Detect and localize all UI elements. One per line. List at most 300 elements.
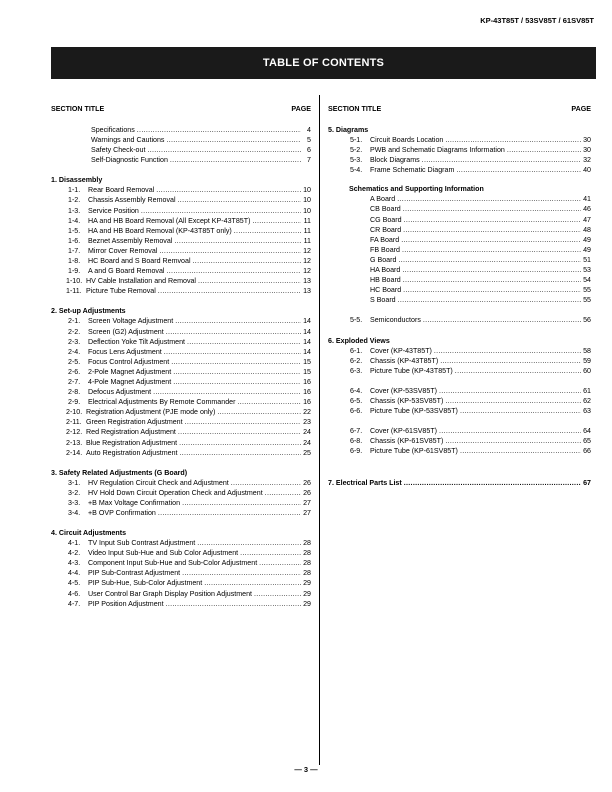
entry-page: 11 bbox=[303, 216, 311, 225]
entry-page: 40 bbox=[583, 166, 591, 175]
entry-page: 16 bbox=[303, 377, 311, 386]
column-divider bbox=[319, 95, 320, 765]
entry-number: 1-1. bbox=[68, 186, 81, 195]
entry-label: TV Input Sub Contrast Adjustment bbox=[88, 539, 196, 548]
entry-number: 1-10. bbox=[66, 277, 83, 286]
section-1-list bbox=[51, 185, 311, 296]
dot-leader bbox=[174, 236, 301, 246]
toc-entry[interactable] bbox=[51, 236, 311, 246]
toc-entry[interactable] bbox=[51, 377, 311, 387]
entry-number: 2-14. bbox=[66, 448, 83, 457]
dot-leader bbox=[254, 589, 301, 599]
dot-leader bbox=[198, 276, 301, 286]
dot-leader bbox=[440, 356, 581, 366]
entry-page: 14 bbox=[303, 347, 311, 356]
entry-number: 2-5. bbox=[68, 357, 81, 366]
entry-page: 26 bbox=[303, 488, 311, 497]
dot-leader bbox=[398, 255, 581, 265]
toc-entry[interactable] bbox=[328, 235, 591, 245]
entry-number: 6-7. bbox=[350, 427, 363, 436]
toc-entry[interactable] bbox=[328, 406, 591, 416]
entry-page: 49 bbox=[583, 245, 591, 254]
dot-leader bbox=[402, 245, 581, 255]
entry-label: FA Board bbox=[370, 235, 400, 244]
toc-entry[interactable] bbox=[51, 387, 311, 397]
entry-page: 16 bbox=[303, 398, 311, 407]
boards-list bbox=[328, 194, 591, 305]
dot-leader bbox=[185, 417, 301, 427]
toc-entry[interactable] bbox=[328, 396, 591, 406]
dot-leader bbox=[158, 286, 301, 296]
dot-leader bbox=[252, 216, 301, 226]
page-heading: PAGE bbox=[291, 105, 311, 113]
dot-leader bbox=[265, 488, 301, 498]
entry-number: 1-8. bbox=[68, 257, 81, 266]
dot-leader bbox=[217, 407, 301, 417]
toc-entry[interactable] bbox=[51, 266, 311, 276]
toc-entry[interactable] bbox=[51, 417, 311, 427]
dot-leader bbox=[237, 397, 301, 407]
dot-leader bbox=[455, 366, 581, 376]
entry-number: 2-6. bbox=[68, 367, 81, 376]
entry-number: 6-6. bbox=[350, 406, 363, 415]
toc-entry[interactable] bbox=[328, 386, 591, 396]
entry-label: Deflection Yoke Tilt Adjustment bbox=[88, 337, 186, 346]
entry-label: CR Board bbox=[370, 225, 402, 234]
dot-leader bbox=[460, 446, 581, 456]
entry-label: Picture Tube (KP-53SV85T) bbox=[370, 406, 458, 415]
toc-entry[interactable] bbox=[328, 446, 591, 456]
entry-label: Focus Lens Adjustment bbox=[88, 347, 162, 356]
entry-page: 29 bbox=[303, 579, 311, 588]
toc-entry[interactable] bbox=[328, 245, 591, 255]
dot-leader bbox=[197, 538, 301, 548]
toc-entry[interactable] bbox=[51, 206, 311, 216]
toc-entry[interactable] bbox=[51, 367, 311, 377]
toc-entry[interactable] bbox=[51, 276, 311, 286]
dot-leader bbox=[156, 185, 301, 195]
entry-label: Service Position bbox=[88, 206, 139, 215]
dot-leader bbox=[404, 478, 581, 488]
toc-entry[interactable] bbox=[51, 448, 311, 458]
entry-number: 6-5. bbox=[350, 396, 363, 405]
toc-entry[interactable] bbox=[328, 155, 591, 165]
entry-page: 54 bbox=[583, 276, 591, 285]
toc-entry[interactable] bbox=[328, 215, 591, 225]
entry-number: 2-4. bbox=[68, 347, 81, 356]
entry-page: 5 bbox=[307, 136, 311, 145]
entry-page: 29 bbox=[303, 589, 311, 598]
dot-leader bbox=[182, 568, 301, 578]
toc-entry[interactable] bbox=[328, 135, 591, 145]
entry-page: 10 bbox=[303, 196, 311, 205]
dot-leader bbox=[179, 448, 301, 458]
entry-number: 3-2. bbox=[68, 488, 81, 497]
entry-page: 23 bbox=[303, 418, 311, 427]
entry-label: Cover (KP-61SV85T) bbox=[370, 427, 438, 436]
entry-label: 4-Pole Magnet Adjustment bbox=[88, 377, 172, 386]
entry-page: 24 bbox=[303, 438, 311, 447]
entry-page: 46 bbox=[583, 205, 591, 214]
entry-number: 5-1. bbox=[350, 136, 363, 144]
entry-page: 6 bbox=[307, 146, 311, 155]
toc-entry[interactable] bbox=[328, 356, 591, 366]
toc-entry[interactable] bbox=[51, 407, 311, 417]
toc-entry[interactable] bbox=[51, 337, 311, 347]
entry-number: 4-6. bbox=[68, 589, 81, 598]
entry-number: 2-13. bbox=[66, 438, 83, 447]
entry-number: 1-6. bbox=[68, 236, 81, 245]
entry-label: A and G Board Removal bbox=[88, 267, 165, 276]
entry-label: +B OVP Confirmation bbox=[88, 509, 156, 517]
entry-page: 7 bbox=[307, 156, 311, 165]
entry-page: 16 bbox=[303, 388, 311, 397]
dot-leader bbox=[173, 367, 301, 377]
entry-page: 15 bbox=[303, 357, 311, 366]
toc-entry[interactable] bbox=[51, 548, 311, 558]
dot-leader bbox=[403, 225, 581, 235]
dot-leader bbox=[166, 599, 301, 609]
entry-label: Chassis (KP-61SV85T) bbox=[370, 437, 444, 446]
toc-entry[interactable] bbox=[328, 255, 591, 265]
entry-number: 4-4. bbox=[68, 569, 81, 578]
dot-leader bbox=[159, 246, 301, 256]
entry-page: 15 bbox=[303, 367, 311, 376]
entry-number: 6-8. bbox=[350, 437, 363, 446]
dot-leader bbox=[178, 427, 301, 437]
entry-label: Picture Tube (KP-43T85T) bbox=[370, 366, 453, 375]
entry-number: 1-7. bbox=[68, 246, 81, 255]
entry-label: +B Max Voltage Confirmation bbox=[88, 498, 181, 507]
toc-entry[interactable] bbox=[51, 145, 311, 155]
entry-label: Block Diagrams bbox=[370, 156, 420, 165]
toc-entry[interactable] bbox=[51, 599, 311, 609]
section-5-list bbox=[328, 135, 591, 175]
entry-page: 28 bbox=[303, 569, 311, 578]
entry-number: 5-4. bbox=[350, 166, 363, 175]
toc-entry[interactable] bbox=[51, 327, 311, 337]
toc-entry[interactable] bbox=[328, 145, 591, 155]
toc-entry[interactable] bbox=[51, 216, 311, 226]
entry-page: 60 bbox=[583, 366, 591, 375]
entry-page: 53 bbox=[583, 266, 591, 275]
page-title: TABLE OF CONTENTS bbox=[51, 47, 596, 79]
toc-entry[interactable] bbox=[51, 397, 311, 407]
entry-label: HA and HB Board Removal (All Except KP-43T85T) bbox=[88, 216, 251, 225]
entry-label: HA Board bbox=[370, 266, 401, 275]
dot-leader bbox=[153, 387, 301, 397]
section-1-title: 1. Disassembly bbox=[51, 176, 103, 185]
entry-label: PIP Position Adjustment bbox=[88, 599, 164, 608]
column-header bbox=[51, 105, 311, 117]
entry-label: Circuit Boards Location bbox=[370, 136, 444, 144]
entry-number: 1-2. bbox=[68, 196, 81, 205]
dot-leader bbox=[187, 337, 301, 347]
toc-entry[interactable] bbox=[51, 316, 311, 326]
entry-page: 14 bbox=[303, 337, 311, 346]
entry-page: 58 bbox=[583, 346, 591, 355]
dot-leader bbox=[166, 135, 301, 145]
entry-label: Semiconductors bbox=[370, 316, 421, 325]
toc-entry[interactable] bbox=[51, 256, 311, 266]
toc-entry[interactable] bbox=[51, 558, 311, 568]
entry-label: Registration Adjustment (PJE mode only) bbox=[86, 408, 216, 417]
dot-leader bbox=[439, 426, 581, 436]
entry-label: Beznet Assembly Removal bbox=[88, 236, 173, 245]
model-number: KP-43T85T / 53SV85T / 61SV85T bbox=[480, 16, 594, 25]
dot-leader bbox=[445, 436, 581, 446]
section-3-list bbox=[51, 478, 311, 518]
section-4-list bbox=[51, 538, 311, 609]
dot-leader bbox=[164, 347, 301, 357]
toc-entry[interactable] bbox=[51, 578, 311, 588]
entry-label: Auto Registration Adjustment bbox=[86, 448, 178, 457]
entry-page: 48 bbox=[583, 225, 591, 234]
entry-number: 1-9. bbox=[68, 267, 81, 276]
toc-entry[interactable] bbox=[328, 346, 591, 356]
toc-entry[interactable] bbox=[51, 478, 311, 488]
toc-entry[interactable] bbox=[328, 295, 591, 305]
entry-label: G Board bbox=[370, 255, 397, 264]
dot-leader bbox=[179, 438, 301, 448]
entry-label: HV Hold Down Circuit Operation Check and Adjustment bbox=[88, 488, 263, 497]
entry-label: Green Registration Adjustment bbox=[86, 418, 183, 427]
entry-number: 6-1. bbox=[350, 346, 363, 355]
toc-entry[interactable] bbox=[51, 226, 311, 236]
entry-label: Blue Registration Adjustment bbox=[86, 438, 178, 447]
toc-entry[interactable] bbox=[51, 286, 311, 296]
toc-entry[interactable] bbox=[328, 225, 591, 235]
entry-page: 56 bbox=[583, 316, 591, 325]
dot-leader bbox=[403, 275, 581, 285]
section-5-title: 5. Diagrams bbox=[328, 126, 369, 134]
dot-leader bbox=[397, 194, 581, 204]
toc-entry[interactable] bbox=[328, 478, 591, 488]
toc-entry[interactable] bbox=[328, 426, 591, 436]
entry-label: 7. Electrical Parts List bbox=[328, 479, 402, 488]
entry-label: Frame Schematic Diagram bbox=[370, 166, 455, 175]
toc-entry[interactable] bbox=[51, 498, 311, 508]
section-title-heading: SECTION TITLE bbox=[51, 105, 105, 113]
toc-entry[interactable] bbox=[51, 185, 311, 195]
toc-entry[interactable] bbox=[51, 195, 311, 205]
entry-label: Defocus Adjustment bbox=[88, 388, 152, 397]
entry-label: FB Board bbox=[370, 245, 400, 254]
entry-label: HV Cable Installation and Removal bbox=[86, 277, 197, 286]
dot-leader bbox=[167, 266, 302, 276]
entry-label: HB Board bbox=[370, 276, 401, 285]
entry-page: 10 bbox=[303, 186, 311, 195]
dot-leader bbox=[178, 195, 301, 205]
dot-leader bbox=[170, 155, 301, 165]
entry-label: Mirror Cover Removal bbox=[88, 246, 158, 255]
dot-leader bbox=[137, 125, 301, 135]
entry-number: 2-11. bbox=[66, 418, 82, 427]
toc-entry[interactable] bbox=[51, 135, 311, 145]
entry-number: 2-10. bbox=[66, 408, 83, 417]
toc-entry[interactable] bbox=[51, 155, 311, 165]
section-6-title: 6. Exploded Views bbox=[328, 336, 390, 345]
section-title-heading: SECTION TITLE bbox=[328, 105, 382, 113]
entry-page: 28 bbox=[303, 539, 311, 548]
entry-page: 4 bbox=[307, 126, 311, 134]
entry-number: 4-5. bbox=[68, 579, 81, 588]
entry-page: 11 bbox=[303, 236, 311, 245]
entry-label: Warnings and Cautions bbox=[91, 136, 165, 145]
entry-page: 29 bbox=[303, 599, 311, 608]
entry-page: 51 bbox=[583, 255, 591, 264]
entry-label: PIP Sub-Hue, Sub-Color Adjustment bbox=[88, 579, 203, 588]
entry-label: Rear Board Removal bbox=[88, 186, 155, 195]
dot-leader bbox=[234, 226, 301, 236]
entry-page: 41 bbox=[583, 195, 591, 204]
entry-number: 4-7. bbox=[68, 599, 81, 608]
entry-page: 13 bbox=[303, 277, 311, 286]
toc-entry[interactable] bbox=[328, 275, 591, 285]
dot-leader bbox=[231, 478, 301, 488]
entry-label: Safety Check-out bbox=[91, 146, 146, 155]
dot-leader bbox=[147, 145, 301, 155]
section-4-title: 4. Circuit Adjustments bbox=[51, 529, 127, 538]
schematics-subtitle: Schematics and Supporting Information bbox=[349, 185, 484, 194]
entry-label: HV Regulation Circuit Check and Adjustment bbox=[88, 478, 229, 487]
entry-label: PWB and Schematic Diagrams Information bbox=[370, 146, 505, 155]
toc-entry[interactable] bbox=[328, 194, 591, 204]
entry-label: HC Board bbox=[370, 286, 402, 295]
toc-entry[interactable] bbox=[328, 366, 591, 376]
entry-page: 11 bbox=[303, 226, 311, 235]
entry-label: A Board bbox=[370, 195, 396, 204]
entry-number: 2-1. bbox=[68, 317, 81, 326]
entry-page: 12 bbox=[303, 257, 311, 266]
entry-label: Component Input Sub-Hue and Sub-Color Adjustment bbox=[88, 559, 258, 568]
entry-page: 63 bbox=[583, 406, 591, 415]
toc-entry[interactable] bbox=[328, 315, 591, 325]
entry-number: 5-5. bbox=[350, 316, 363, 325]
entry-label: Chassis (KP-43T85T) bbox=[370, 356, 439, 365]
dot-leader bbox=[401, 235, 581, 245]
dot-leader bbox=[204, 578, 301, 588]
entry-label: Picture Tube (KP-61SV85T) bbox=[370, 447, 458, 456]
toc-entry[interactable] bbox=[51, 347, 311, 357]
right-column bbox=[328, 105, 591, 488]
entry-page: 12 bbox=[303, 267, 311, 276]
dot-leader bbox=[398, 295, 581, 305]
entry-label: HC Board and S Board Remvoal bbox=[88, 257, 191, 266]
entry-number: 6-3. bbox=[350, 366, 363, 375]
entry-number: 5-3. bbox=[350, 156, 363, 165]
dot-leader bbox=[173, 377, 301, 387]
entry-number: 3-4. bbox=[68, 509, 81, 517]
dot-leader bbox=[507, 145, 581, 155]
toc-entry[interactable] bbox=[51, 357, 311, 367]
entry-number: 3-1. bbox=[68, 478, 81, 487]
entry-label: Screen (G2) Adjustment bbox=[88, 327, 164, 336]
dot-leader bbox=[166, 327, 301, 337]
column-header bbox=[328, 105, 591, 117]
entry-number: 2-7. bbox=[68, 377, 81, 386]
dot-leader bbox=[445, 135, 581, 145]
page-heading: PAGE bbox=[571, 105, 591, 113]
toc-entry[interactable] bbox=[51, 568, 311, 578]
entry-page: 65 bbox=[583, 437, 591, 446]
toc-entry[interactable] bbox=[328, 265, 591, 275]
entry-number: 1-5. bbox=[68, 226, 81, 235]
entry-number: 2-8. bbox=[68, 388, 81, 397]
toc-entry[interactable] bbox=[51, 246, 311, 256]
front-matter-list bbox=[51, 125, 311, 165]
page-number: — 3 — bbox=[294, 765, 318, 774]
entry-page: 55 bbox=[583, 296, 591, 305]
toc-entry[interactable] bbox=[51, 589, 311, 599]
entry-page: 24 bbox=[303, 428, 311, 437]
toc-entry[interactable] bbox=[328, 436, 591, 446]
entry-page: 30 bbox=[583, 146, 591, 155]
entry-page: 26 bbox=[303, 478, 311, 487]
entry-page: 30 bbox=[583, 136, 591, 144]
toc-entry[interactable] bbox=[51, 438, 311, 448]
dot-leader bbox=[404, 215, 581, 225]
toc-entry[interactable] bbox=[328, 165, 591, 175]
entry-label: CB Board bbox=[370, 205, 401, 214]
dot-leader bbox=[403, 204, 581, 214]
dot-leader bbox=[158, 508, 301, 518]
dot-leader bbox=[141, 206, 301, 216]
dot-leader bbox=[240, 548, 301, 558]
entry-label: Chassis (KP-53SV85T) bbox=[370, 396, 444, 405]
entry-label: Picture Tube Removal bbox=[86, 287, 156, 296]
toc-entry[interactable] bbox=[328, 204, 591, 214]
entry-page: 28 bbox=[303, 549, 311, 558]
entry-number: 6-2. bbox=[350, 356, 363, 365]
entry-page: 14 bbox=[303, 327, 311, 336]
dot-leader bbox=[460, 406, 581, 416]
dot-leader bbox=[456, 165, 581, 175]
entry-page: 62 bbox=[583, 396, 591, 405]
entry-label: S Board bbox=[370, 296, 396, 305]
section-6-group-2 bbox=[328, 386, 591, 416]
entry-number: 3-3. bbox=[68, 498, 81, 507]
entry-page: 61 bbox=[583, 386, 591, 395]
entry-number: 4-1. bbox=[68, 539, 81, 548]
entry-page: 10 bbox=[303, 206, 311, 215]
toc-entry[interactable] bbox=[51, 427, 311, 437]
entry-number: 6-4. bbox=[350, 386, 363, 395]
entry-page: 12 bbox=[303, 246, 311, 255]
dot-leader bbox=[402, 265, 581, 275]
toc-entry[interactable] bbox=[51, 538, 311, 548]
toc-entry[interactable] bbox=[328, 285, 591, 295]
toc-entry[interactable] bbox=[51, 125, 311, 135]
toc-entry[interactable] bbox=[51, 488, 311, 498]
entry-page: 25 bbox=[303, 448, 311, 457]
entry-page: 47 bbox=[583, 215, 591, 224]
section-3-title: 3. Safety Related Adjustments (G Board) bbox=[51, 468, 188, 477]
entry-label: PIP Sub-Contrast Adjustment bbox=[88, 569, 181, 578]
entry-number: 2-2. bbox=[68, 327, 81, 336]
section-7-entry bbox=[328, 478, 591, 488]
toc-entry[interactable] bbox=[51, 508, 311, 518]
section-6-group-3 bbox=[328, 426, 591, 456]
entry-label: Screen Voltage Adjustment bbox=[88, 317, 174, 326]
entry-number: 4-2. bbox=[68, 549, 81, 558]
entry-page: 28 bbox=[303, 559, 311, 568]
entry-label: HA and HB Board Removal (KP-43T85T only) bbox=[88, 226, 232, 235]
dot-leader bbox=[403, 285, 581, 295]
dot-leader bbox=[422, 155, 581, 165]
entry-page: 32 bbox=[583, 156, 591, 165]
left-column bbox=[51, 105, 311, 609]
